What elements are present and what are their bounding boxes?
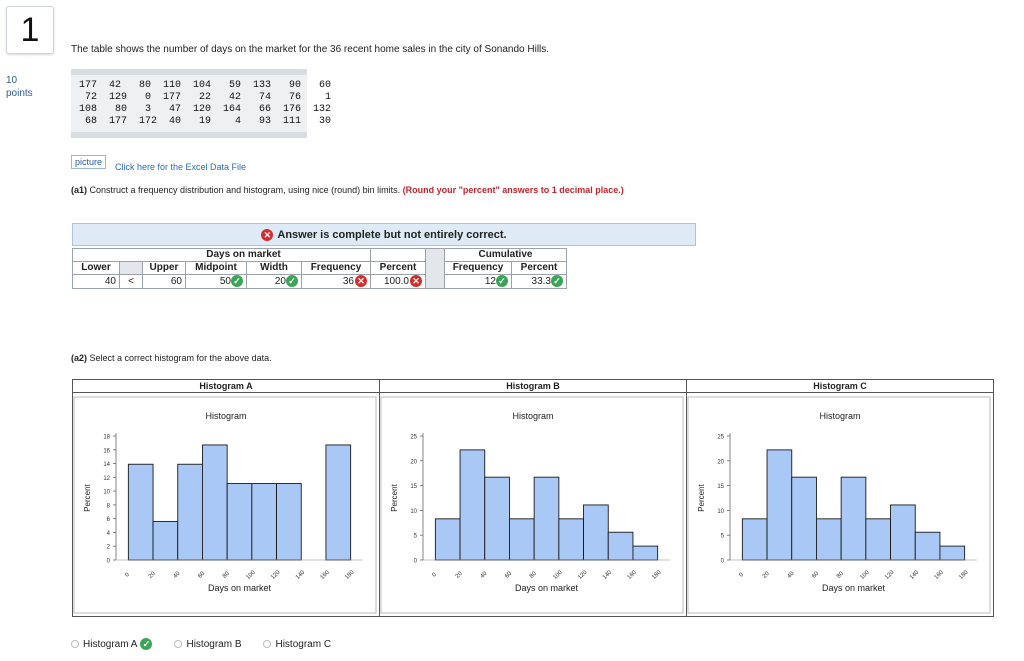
- histogram-bar: [277, 484, 302, 560]
- x-tick-label: 100: [245, 569, 257, 581]
- histogram-bar: [153, 521, 178, 560]
- histogram-bar: [509, 519, 534, 560]
- chart-title: Histogram: [205, 411, 247, 421]
- upper-input[interactable]: 60: [143, 275, 186, 289]
- answer-status-banner: [72, 223, 696, 246]
- cum-percent-input[interactable]: [512, 275, 567, 289]
- x-tick-label: 60: [197, 570, 207, 580]
- question-number: 1: [6, 6, 54, 54]
- histogram-bar: [792, 477, 817, 560]
- width-input[interactable]: [247, 275, 302, 289]
- x-tick-label: 0: [431, 571, 438, 579]
- part-a1-instructions: [71, 185, 641, 196]
- choice-histogram-b[interactable]: [174, 638, 241, 650]
- histogram-b-panel: [379, 379, 687, 617]
- x-tick-label: 20: [147, 570, 157, 580]
- histogram-bar: [891, 505, 916, 560]
- x-tick-label: 0: [738, 571, 745, 579]
- y-tick-label: 5: [720, 533, 724, 540]
- y-tick-label: 14: [103, 462, 110, 469]
- x-tick-label: 140: [601, 569, 614, 581]
- y-axis-label: Percent: [390, 484, 399, 512]
- y-tick-label: 10: [717, 508, 724, 515]
- histogram-bar: [608, 532, 633, 560]
- col-upper: Upper: [143, 262, 186, 275]
- panel-title: Histogram B: [380, 380, 686, 393]
- part-a2-instructions: [71, 353, 272, 363]
- histogram-bar: [178, 464, 203, 560]
- x-tick-label: 120: [270, 569, 282, 581]
- histogram-choices: [71, 638, 353, 650]
- cum-percent-value: 33.3: [531, 276, 551, 287]
- histogram-bar: [866, 519, 891, 560]
- col-lower: Lower: [73, 262, 120, 275]
- chart-title: Histogram: [512, 411, 554, 421]
- histogram-bar: [584, 505, 609, 560]
- col-midpoint: Midpoint: [186, 262, 247, 275]
- col-frequency: Frequency: [302, 262, 371, 275]
- percent-input[interactable]: [371, 275, 426, 289]
- histogram-bar: [202, 445, 227, 560]
- x-tick-label: 120: [884, 569, 896, 581]
- x-tick-label: 60: [811, 570, 821, 580]
- y-tick-label: 8: [106, 503, 110, 510]
- y-tick-label: 2: [106, 544, 110, 551]
- histogram-bar: [128, 464, 153, 560]
- histogram-c-panel: [686, 379, 994, 617]
- choice-label: Histogram A: [83, 638, 138, 650]
- histogram-bar: [841, 477, 866, 560]
- x-tick-label: 180: [344, 569, 356, 581]
- percent-value: 100.0: [383, 276, 409, 287]
- histogram-bar: [485, 477, 510, 560]
- histogram-bar: [915, 532, 940, 560]
- histogram-bar: [633, 546, 658, 560]
- x-axis-label: Days on market: [514, 583, 579, 593]
- lower-input[interactable]: 40: [73, 275, 120, 289]
- check-icon: ✓: [551, 275, 563, 287]
- y-tick-label: 25: [410, 434, 417, 441]
- x-tick-label: 160: [319, 569, 331, 581]
- y-tick-label: 10: [103, 489, 110, 496]
- x-tick-label: 40: [786, 570, 796, 580]
- lt-sign: <: [120, 275, 143, 289]
- points-info: [6, 74, 33, 100]
- question-prompt: The table shows the number of days on the market for the 36 recent home sales in the city of Sonando Hills.: [71, 44, 550, 55]
- part-a1-text: Construct a frequency distribution and histogram, using nice (round) bin limits.: [87, 185, 403, 195]
- x-axis-label: Days on market: [821, 583, 886, 593]
- x-tick-label: 160: [626, 569, 638, 581]
- data-line: 177 42 80 110 104 59 133 90 60: [79, 80, 332, 91]
- width-value: 20: [274, 276, 286, 287]
- data-line: 68 177 172 40 19 4 93 111 30: [79, 116, 332, 127]
- check-icon: ✓: [286, 275, 298, 287]
- y-tick-label: 20: [717, 459, 724, 466]
- histogram-bar: [227, 484, 252, 560]
- midpoint-value: 50: [219, 276, 231, 287]
- table-row: [73, 275, 567, 289]
- incorrect-icon: ✕: [410, 275, 422, 287]
- data-table: [71, 69, 332, 138]
- y-tick-label: 20: [410, 459, 417, 466]
- x-tick-label: 20: [761, 570, 771, 580]
- panel-title: Histogram A: [73, 380, 379, 393]
- y-axis-label: Percent: [83, 484, 92, 512]
- histogram-bar: [742, 519, 767, 560]
- x-tick-label: 180: [651, 569, 663, 581]
- x-tick-label: 40: [479, 570, 489, 580]
- x-tick-label: 80: [835, 570, 845, 580]
- radio-button[interactable]: [71, 640, 79, 648]
- x-tick-label: 80: [528, 570, 538, 580]
- y-axis-label: Percent: [697, 484, 706, 512]
- y-tick-label: 12: [103, 475, 110, 482]
- choice-label: Histogram B: [186, 638, 242, 650]
- y-tick-label: 18: [103, 434, 110, 441]
- part-a1-label: (a1): [71, 185, 88, 195]
- panel-title: Histogram C: [687, 380, 993, 393]
- group-header: Days on market: [186, 249, 302, 262]
- frequency-input[interactable]: [302, 275, 371, 289]
- excel-data-link[interactable]: Click here for the Excel Data File: [115, 162, 247, 172]
- y-tick-label: 15: [410, 484, 417, 491]
- y-tick-label: 16: [103, 448, 110, 455]
- cum-frequency-value: 12: [484, 276, 496, 287]
- points-label: points: [6, 88, 33, 99]
- histogram-bar: [435, 519, 460, 560]
- col-percent: Percent: [371, 262, 426, 275]
- x-tick-label: 140: [908, 569, 921, 581]
- histogram-b-chart: [380, 393, 686, 615]
- radio-button[interactable]: [263, 640, 271, 648]
- y-tick-label: 25: [717, 434, 724, 441]
- chart-frame: [381, 397, 683, 613]
- y-tick-label: 0: [413, 558, 417, 565]
- cum-frequency-input[interactable]: [445, 275, 512, 289]
- histogram-bar: [940, 546, 965, 560]
- histogram-bar: [252, 484, 277, 560]
- data-line: 72 129 0 177 22 42 74 76 1: [79, 92, 332, 103]
- check-icon: ✓: [496, 275, 508, 287]
- data-line: 108 80 3 47 120 164 66 176 132: [79, 104, 332, 115]
- cumulative-header: Cumulative: [445, 249, 567, 262]
- choice-label: Histogram C: [275, 638, 332, 650]
- x-tick-label: 20: [454, 570, 464, 580]
- histogram-c-chart: [687, 393, 993, 615]
- part-a2-text: Select a correct histogram for the above data.: [87, 353, 272, 363]
- radio-button[interactable]: [174, 640, 182, 648]
- x-tick-label: 0: [124, 571, 131, 579]
- x-tick-label: 180: [958, 569, 970, 581]
- picture-button[interactable]: picture: [71, 155, 106, 169]
- part-a1-note: (Round your "percent" answers to 1 decimal place.): [402, 185, 624, 195]
- col-cum-frequency: Frequency: [445, 262, 512, 275]
- y-tick-label: 4: [106, 530, 110, 537]
- histogram-bar: [816, 519, 841, 560]
- banner-text: Answer is complete but not entirely correct.: [277, 228, 507, 241]
- y-tick-label: 0: [720, 558, 724, 565]
- x-tick-label: 140: [294, 569, 307, 581]
- frequency-value: 36: [342, 276, 354, 287]
- histogram-bar: [326, 445, 351, 560]
- col-width: Width: [247, 262, 302, 275]
- y-tick-label: 0: [106, 558, 110, 565]
- col-cum-percent: Percent: [512, 262, 567, 275]
- check-icon: ✓: [231, 275, 243, 287]
- y-tick-label: 5: [413, 533, 417, 540]
- choice-histogram-c[interactable]: [263, 638, 331, 650]
- incorrect-icon: ✕: [261, 229, 273, 241]
- x-tick-label: 60: [504, 570, 514, 580]
- histogram-bar: [767, 450, 792, 560]
- y-tick-label: 6: [106, 517, 110, 524]
- y-tick-label: 10: [410, 508, 417, 515]
- histogram-a-chart: [73, 393, 379, 615]
- histogram-bar: [460, 450, 485, 560]
- frequency-table: [72, 248, 567, 289]
- choice-histogram-a[interactable]: [71, 638, 152, 650]
- part-a2-label: (a2): [71, 353, 88, 363]
- histogram-bar: [534, 477, 559, 560]
- chart-frame: [688, 397, 990, 613]
- points-value: 10: [6, 75, 18, 86]
- x-tick-label: 160: [933, 569, 945, 581]
- x-tick-label: 120: [577, 569, 589, 581]
- x-tick-label: 100: [859, 569, 871, 581]
- check-icon: ✓: [140, 638, 152, 650]
- histogram-a-panel: [72, 379, 380, 617]
- x-tick-label: 100: [552, 569, 564, 581]
- histogram-bar: [559, 519, 584, 560]
- x-tick-label: 80: [221, 570, 231, 580]
- x-axis-label: Days on market: [207, 583, 272, 593]
- y-tick-label: 15: [717, 484, 724, 491]
- midpoint-input[interactable]: [186, 275, 247, 289]
- chart-title: Histogram: [819, 411, 861, 421]
- x-tick-label: 40: [172, 570, 182, 580]
- incorrect-icon: ✕: [355, 275, 367, 287]
